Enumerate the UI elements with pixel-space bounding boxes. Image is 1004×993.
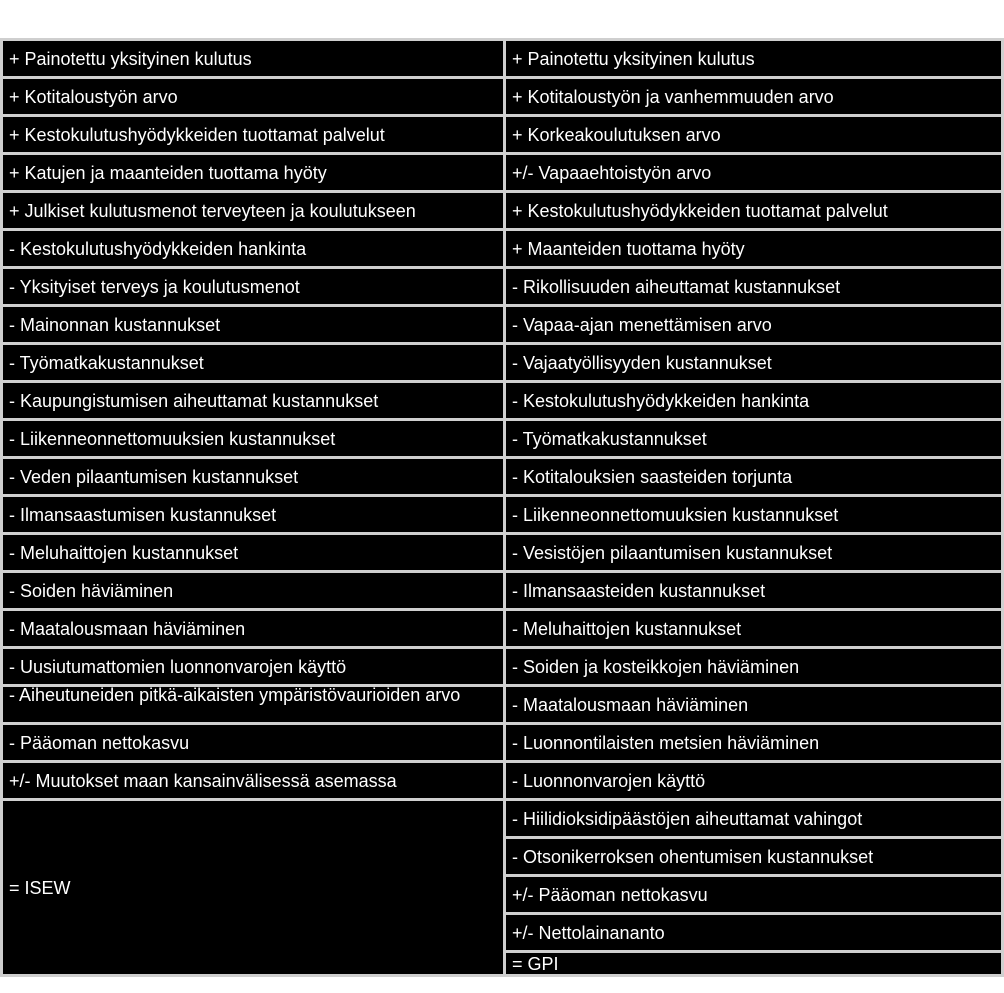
isew-total: = ISEW [0, 801, 506, 977]
gpi-item: - Soiden ja kosteikkojen häviäminen [506, 649, 1004, 687]
gpi-item: + Kestokulutushyödykkeiden tuottamat palvelut [506, 193, 1004, 231]
table-row [0, 421, 1004, 459]
isew-item: + Painotettu yksityinen kulutus [0, 38, 506, 79]
table-row [0, 383, 1004, 421]
isew-item: - Pääoman nettokasvu [0, 725, 506, 763]
isew-item: +/- Muutokset maan kansainvälisessä asemassa [0, 763, 506, 801]
table-row [0, 801, 1004, 839]
isew-item: - Aiheutuneiden pitkä-aikaisten ympäristövaurioiden arvo [0, 687, 506, 725]
isew-item: - Kestokulutushyödykkeiden hankinta [0, 231, 506, 269]
isew-item: - Työmatkakustannukset [0, 345, 506, 383]
table-row [0, 79, 1004, 117]
table-row [0, 155, 1004, 193]
isew-item: - Maatalousmaan häviäminen [0, 611, 506, 649]
isew-item: - Meluhaittojen kustannukset [0, 535, 506, 573]
isew-item: - Soiden häviäminen [0, 573, 506, 611]
isew-item: - Uusiutumattomien luonnonvarojen käyttö [0, 649, 506, 687]
isew-item: - Kaupungistumisen aiheuttamat kustannukset [0, 383, 506, 421]
gpi-item: - Kotitalouksien saasteiden torjunta [506, 459, 1004, 497]
gpi-item: +/- Vapaaehtoistyön arvo [506, 155, 1004, 193]
table-row [0, 345, 1004, 383]
gpi-item: - Vapaa-ajan menettämisen arvo [506, 307, 1004, 345]
table-row [0, 193, 1004, 231]
gpi-item: - Luonnonvarojen käyttö [506, 763, 1004, 801]
table-row [0, 231, 1004, 269]
gpi-item: - Vajaatyöllisyyden kustannukset [506, 345, 1004, 383]
gpi-item: - Kestokulutushyödykkeiden hankinta [506, 383, 1004, 421]
isew-item: - Ilmansaastumisen kustannukset [0, 497, 506, 535]
table-row [0, 687, 1004, 725]
isew-gpi-comparison-table [0, 38, 1004, 977]
isew-item: - Liikenneonnettomuuksien kustannukset [0, 421, 506, 459]
isew-item: - Veden pilaantumisen kustannukset [0, 459, 506, 497]
gpi-item: - Vesistöjen pilaantumisen kustannukset [506, 535, 1004, 573]
isew-item: - Yksityiset terveys ja koulutusmenot [0, 269, 506, 307]
table-row [0, 38, 1004, 79]
table-row [0, 649, 1004, 687]
table-row [0, 117, 1004, 155]
gpi-item: +/- Nettolainananto [506, 915, 1004, 953]
table-row [0, 535, 1004, 573]
table-row [0, 611, 1004, 649]
gpi-item: + Korkeakoulutuksen arvo [506, 117, 1004, 155]
table-row [0, 573, 1004, 611]
table-row [0, 763, 1004, 801]
gpi-item: - Hiilidioksidipäästöjen aiheuttamat vahingot [506, 801, 1004, 839]
gpi-item: - Rikollisuuden aiheuttamat kustannukset [506, 269, 1004, 307]
isew-item: + Kestokulutushyödykkeiden tuottamat palvelut [0, 117, 506, 155]
isew-item: + Julkiset kulutusmenot terveyteen ja koulutukseen [0, 193, 506, 231]
gpi-item: - Työmatkakustannukset [506, 421, 1004, 459]
gpi-item: - Liikenneonnettomuuksien kustannukset [506, 497, 1004, 535]
gpi-item: +/- Pääoman nettokasvu [506, 877, 1004, 915]
gpi-item: - Maatalousmaan häviäminen [506, 687, 1004, 725]
gpi-total: = GPI [506, 953, 1004, 977]
table-row [0, 459, 1004, 497]
table-row [0, 307, 1004, 345]
gpi-item: + Kotitaloustyön ja vanhemmuuden arvo [506, 79, 1004, 117]
table-row [0, 497, 1004, 535]
gpi-item: - Otsonikerroksen ohentumisen kustannukset [506, 839, 1004, 877]
isew-item: - Mainonnan kustannukset [0, 307, 506, 345]
gpi-item: - Ilmansaasteiden kustannukset [506, 573, 1004, 611]
table-row [0, 269, 1004, 307]
gpi-item: + Painotettu yksityinen kulutus [506, 38, 1004, 79]
gpi-item: - Meluhaittojen kustannukset [506, 611, 1004, 649]
isew-item: + Katujen ja maanteiden tuottama hyöty [0, 155, 506, 193]
gpi-item: - Luonnontilaisten metsien häviäminen [506, 725, 1004, 763]
gpi-item: + Maanteiden tuottama hyöty [506, 231, 1004, 269]
table-row [0, 725, 1004, 763]
isew-item: + Kotitaloustyön arvo [0, 79, 506, 117]
